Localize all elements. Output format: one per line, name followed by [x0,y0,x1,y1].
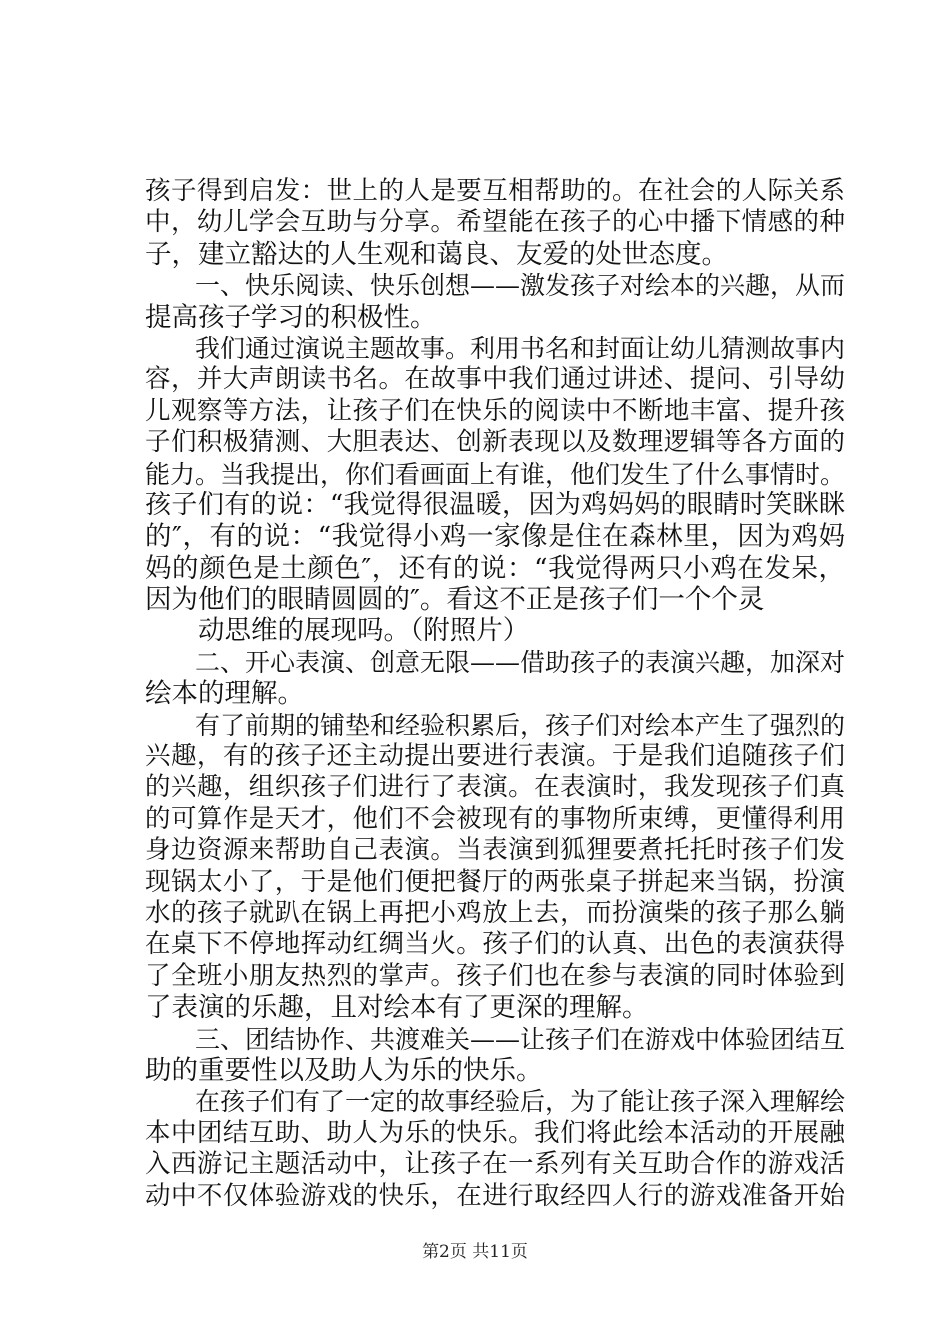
text-line: 的″，有的说：“我觉得小鸡一家像是住在森林里，因为鸡妈 [145,521,845,553]
text-line: 子，建立豁达的人生观和蔼良、友爱的处世态度。 [145,238,728,270]
text-line: 一、快乐阅读、快乐创想——激发孩子对绘本的兴趣，从而 [145,271,846,301]
text-line: 孩子们有的说：“我觉得很温暖，因为鸡妈妈的眼睛时笑眯眯 [145,489,845,520]
text-line: 因为他们的眼睛圆圆的″。看这不正是孩子们一个个灵 [145,584,765,616]
text-line: 中，幼儿学会互助与分享。希望能在孩子的心中播下情感的种 [145,207,845,238]
text-line: 妈的颜色是土颜色″，还有的说：“我觉得两只小鸡在发呆， [145,552,845,584]
text-line: 现锅太小了，于是他们便把餐厅的两张桌子拼起来当锅，扮演 [145,866,845,897]
text-line: 兴趣，有的孩子还主动提出要进行表演。于是我们追随孩子们 [145,741,845,772]
page-footer: 第2页 共11页 [422,1242,528,1262]
text-line: 提高孩子学习的积极性。 [145,301,437,333]
document-body [145,176,845,1212]
text-line: 儿观察等方法，让孩子们在快乐的阅读中不断地丰富、提升孩 [145,395,845,426]
text-line: 容，并大声朗读书名。在故事中我们通过讲述、提问、引导幼 [145,364,845,395]
text-line: 在孩子们有了一定的故事经验后，为了能让孩子深入理解绘 [145,1087,846,1117]
text-line: 我们通过演说主题故事。利用书名和封面让幼儿猜测故事内 [145,333,846,363]
text-line: 的可算作是天才，他们不会被现有的事物所束缚，更懂得利用 [145,803,845,834]
text-line: 动中不仅体验游戏的快乐，在进行取经四人行的游戏准备开始 [145,1180,845,1211]
text-line: 身边资源来帮助自己表演。当表演到狐狸要煮托托时孩子们发 [145,835,845,866]
text-line: 有了前期的铺垫和经验积累后，孩子们对绘本产生了强烈的 [145,710,846,740]
text-line: 本中团结互助、助人为乐的快乐。我们将此绘本活动的开展融 [145,1117,845,1148]
text-line: 二、开心表演、创意无限——借助孩子的表演兴趣，加深对 [145,647,846,677]
text-line: 的兴趣，组织孩子们进行了表演。在表演时，我发现孩子们真 [145,772,845,803]
text-line: 三、团结协作、共渡难关——让孩子们在游戏中体验团结互 [145,1024,846,1054]
text-line: 助的重要性以及助人为乐的快乐。 [145,1054,543,1086]
text-line: 入西游记主题活动中，让孩子在一系列有关互助合作的游戏活 [145,1149,845,1180]
text-line: 子们积极猜测、大胆表达、创新表现以及数理逻辑等各方面的 [145,427,845,458]
text-line: 能力。当我提出，你们看画面上有谁，他们发生了什么事情时。 [145,459,846,489]
text-line: 绘本的理解。 [145,678,304,710]
text-line: 了全班小朋友热烈的掌声。孩子们也在参与表演的同时体验到 [145,960,845,991]
text-line: 水的孩子就趴在锅上再把小鸡放上去，而扮演柴的孩子那么躺 [145,897,845,928]
text-line: 动思维的展现吗。（附照片） [145,615,530,647]
text-line: 在桌下不停地挥动红绸当火。孩子们的认真、出色的表演获得 [145,929,845,960]
text-line: 了表演的乐趣，且对绘本有了更深的理解。 [145,992,649,1024]
text-line: 孩子得到启发：世上的人是要互相帮助的。在社会的人际关系 [145,176,845,206]
